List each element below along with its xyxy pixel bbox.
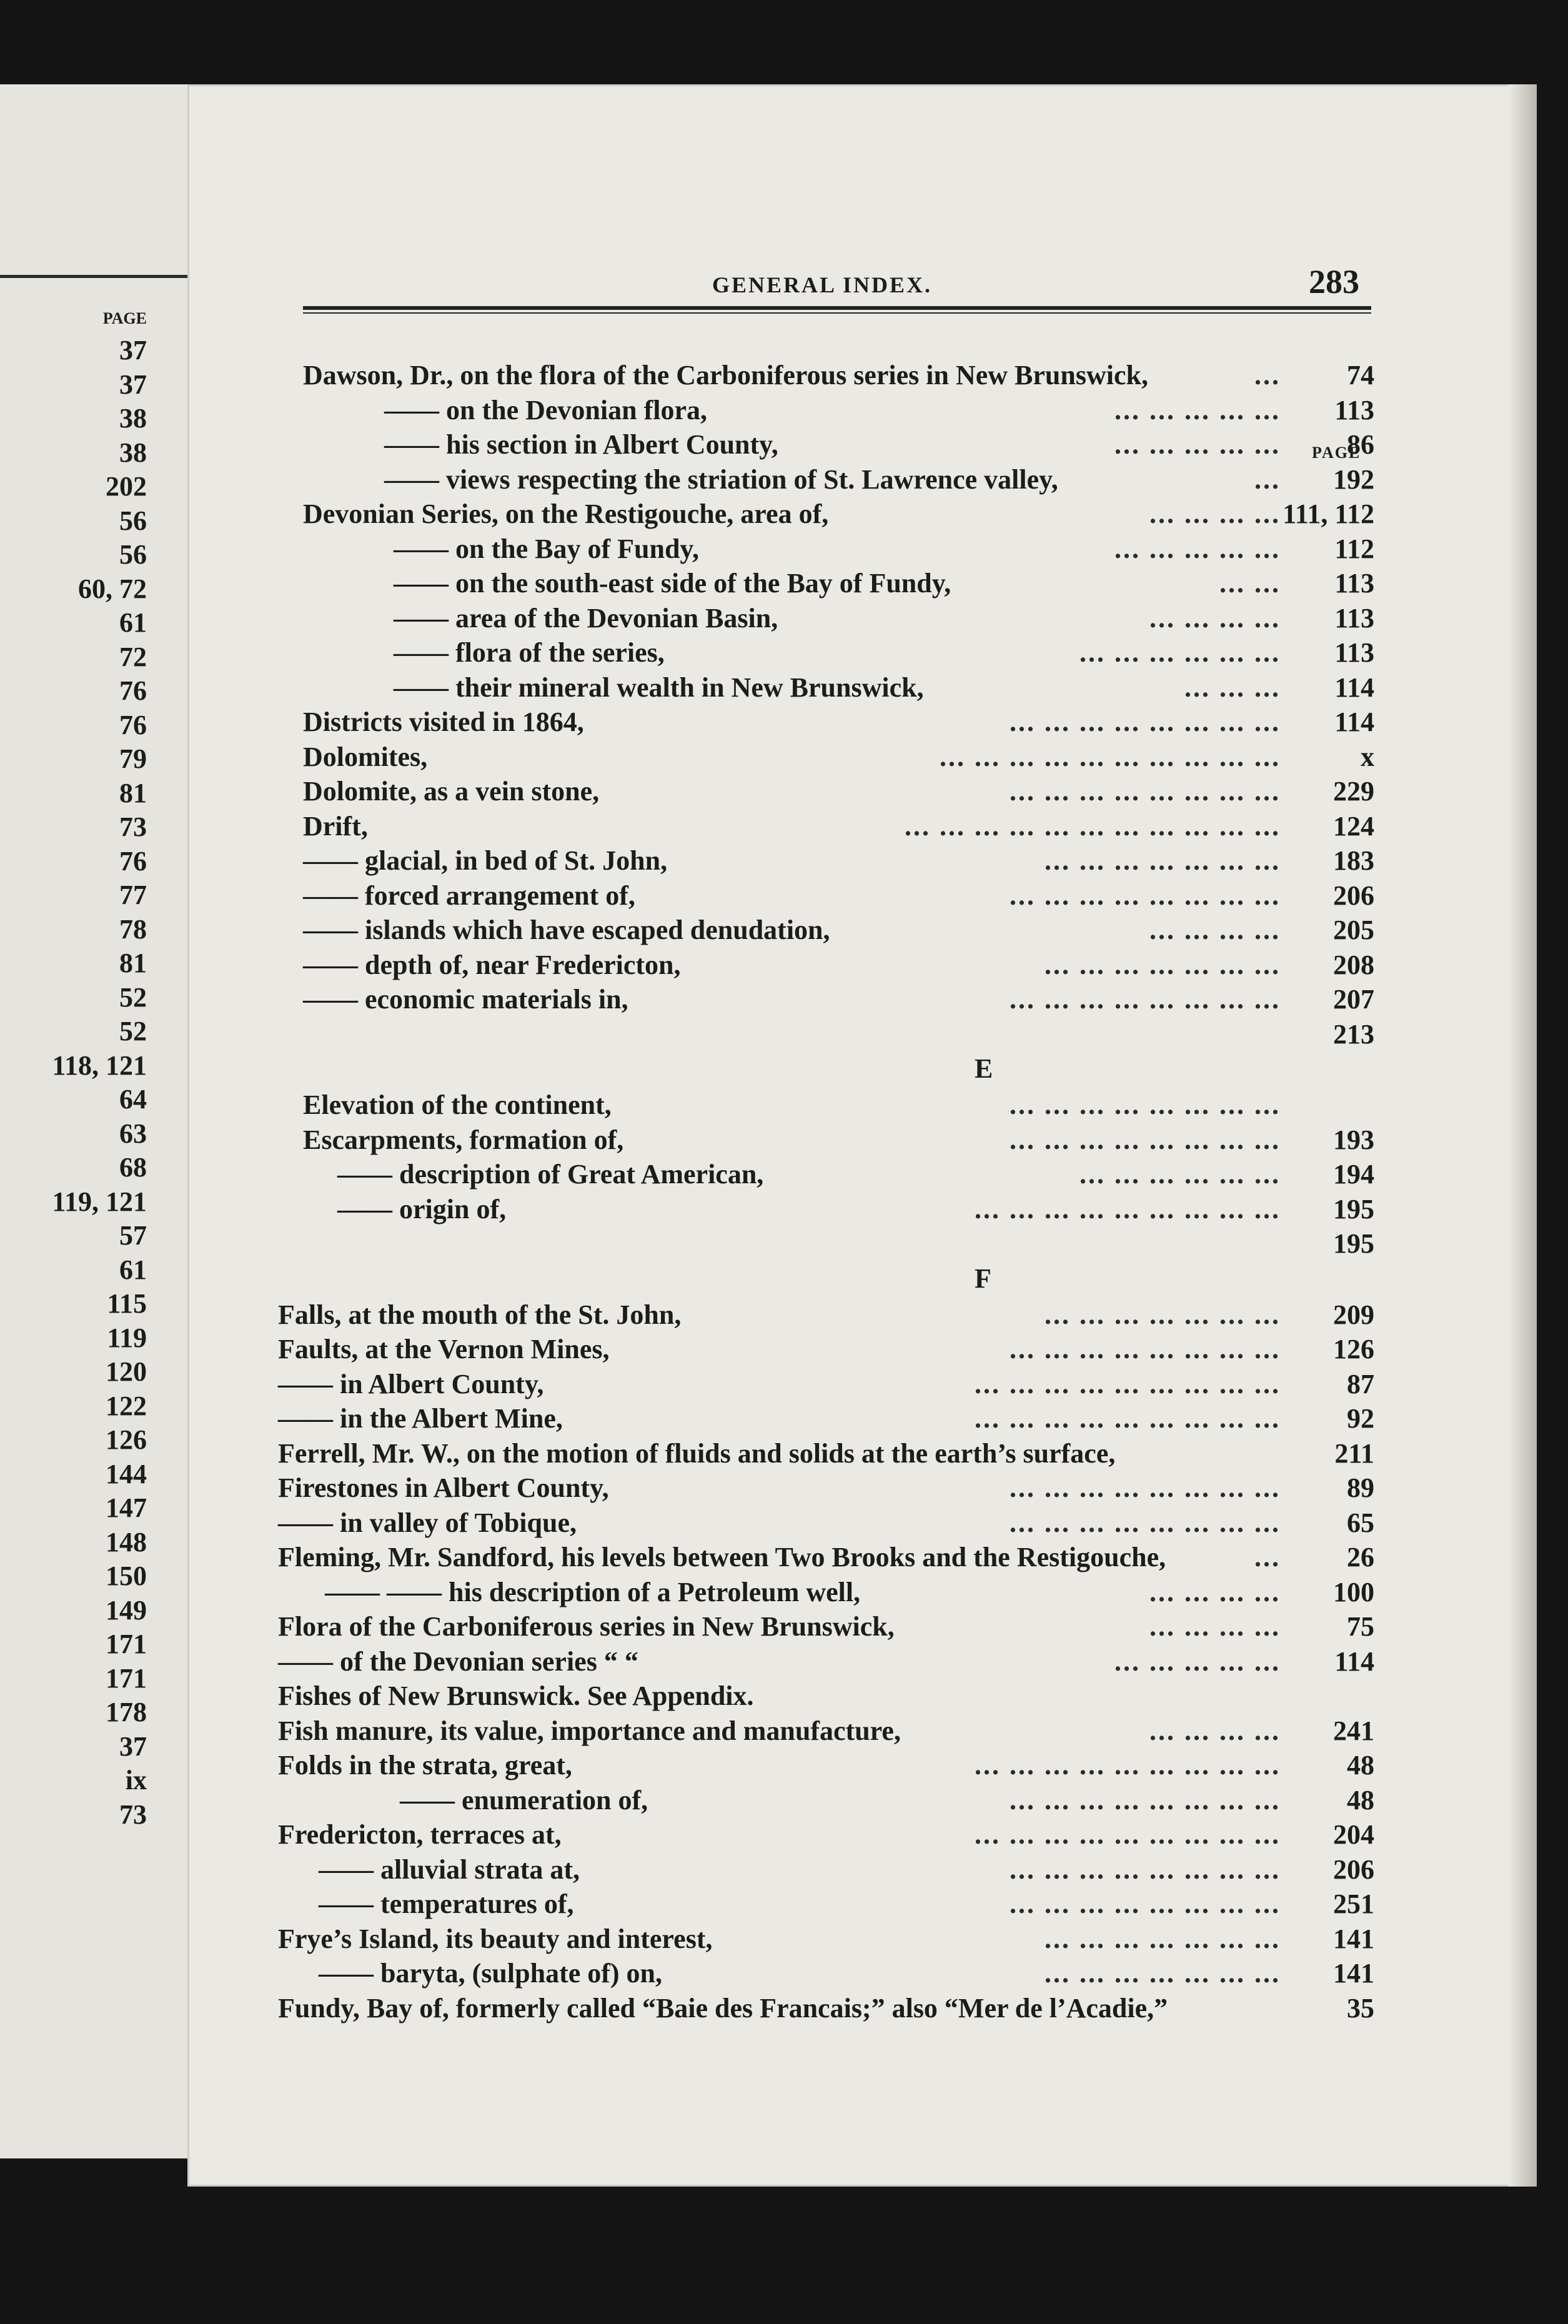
index-entry <box>187 359 1374 394</box>
entry-page-ref: 213 <box>1333 1018 1374 1050</box>
facing-page-number: 122 <box>106 1390 147 1421</box>
entry-page-ref: 206 <box>1333 1854 1374 1885</box>
entry-heading: Dolomite, as a vein stone, <box>303 776 600 807</box>
entry-leader-dots: ... ... ... ... ... ... ... <box>1045 949 1281 980</box>
entry-leader-dots: ... ... ... ... ... ... ... ... ... <box>975 1368 1281 1399</box>
facing-page-number: 77 <box>119 880 147 910</box>
facing-page-number: 171 <box>106 1629 147 1659</box>
entry-heading: Devonian Series, on the Restigouche, area of, <box>303 499 829 529</box>
index-entry <box>187 983 1374 1018</box>
entry-heading: Falls, at the mouth of the St. John, <box>278 1299 682 1330</box>
entry-heading: Elevation of the continent, <box>303 1090 612 1120</box>
entry-page-ref: 183 <box>1333 845 1374 876</box>
index-entry <box>187 1957 1374 1992</box>
index-entry <box>187 1158 1374 1193</box>
entry-page-ref: 111, 112 <box>1283 499 1374 529</box>
facing-page-number: 60, 72 <box>78 573 147 604</box>
entry-leader-dots: ... ... ... ... ... ... ... ... <box>1010 1334 1281 1364</box>
facing-page-number: 57 <box>119 1220 147 1251</box>
entry-leader-dots: ... ... ... ... <box>1149 1576 1281 1607</box>
entry-leader-dots: ... ... ... ... ... ... ... <box>1045 845 1281 876</box>
index-entry <box>187 1403 1374 1438</box>
index-entry <box>187 498 1374 533</box>
index-entry <box>187 1992 1374 2027</box>
index-entry <box>187 949 1374 984</box>
entry-heading: Fleming, Mr. Sandford, his levels between Two Brooks and the Restigouche, <box>278 1542 1166 1572</box>
entry-page-ref: 48 <box>1347 1750 1374 1780</box>
facing-page-number: 202 <box>106 471 147 502</box>
index-entry <box>187 1819 1374 1854</box>
entry-heading: Fundy, Bay of, formerly called “Baie des Francais;” also “Mer de l’Acadie,” <box>278 1992 1168 2024</box>
entry-heading: —— in Albert County, <box>278 1368 544 1399</box>
facing-page-number: 61 <box>119 607 147 638</box>
entry-page-ref: 194 <box>1333 1159 1374 1189</box>
facing-page-number: 119, 121 <box>52 1186 147 1217</box>
index-entry <box>187 706 1374 741</box>
index-entry <box>187 1749 1374 1784</box>
entry-page-ref: 75 <box>1347 1611 1374 1642</box>
entry-page-ref: 112 <box>1334 533 1374 564</box>
index-page <box>187 84 1537 2187</box>
entry-page-ref: 48 <box>1347 1784 1374 1815</box>
entry-heading: Fishes of New Brunswick. See Appendix. <box>278 1681 754 1711</box>
entry-heading: —— on the south-east side of the Bay of Fundy, <box>394 568 951 598</box>
entry-page-ref: 208 <box>1333 949 1374 980</box>
facing-page-number: 63 <box>119 1118 147 1149</box>
index-entry <box>187 1888 1374 1923</box>
entry-page-ref: 113 <box>1334 602 1374 633</box>
facing-page-number: 73 <box>119 812 147 842</box>
entry-leader-dots: ... ... ... ... ... ... ... ... ... ... <box>940 741 1281 772</box>
index-entry <box>187 1368 1374 1403</box>
entry-page-ref: 124 <box>1333 810 1374 842</box>
index-entry <box>187 1089 1374 1124</box>
index-entry <box>187 880 1374 915</box>
facing-page-number: 150 <box>106 1561 147 1591</box>
index-entry <box>187 1507 1374 1542</box>
index-entry <box>187 1333 1374 1368</box>
entry-leader-dots: ... ... ... ... ... ... ... ... ... <box>975 1403 1281 1434</box>
entry-leader-dots: ... <box>1254 464 1281 495</box>
entry-leader-dots: ... ... ... ... ... ... ... ... <box>1010 880 1281 911</box>
index-entry <box>187 1299 1374 1334</box>
entry-heading: Fredericton, terraces at, <box>278 1819 562 1850</box>
facing-page-number: 76 <box>119 709 147 740</box>
entry-leader-dots: ... ... ... ... <box>1149 915 1281 945</box>
entry-leader-dots: ... ... ... ... ... ... ... ... <box>1010 1472 1281 1503</box>
section-letter: E <box>975 1053 993 1084</box>
entry-page-ref: 113 <box>1334 394 1374 425</box>
entry-leader-dots: ... ... ... ... <box>1149 499 1281 529</box>
entry-heading: —— in valley of Tobique, <box>278 1507 577 1538</box>
entry-leader-dots: ... ... ... ... <box>1149 1611 1281 1642</box>
entry-page-ref: 241 <box>1333 1715 1374 1746</box>
entry-heading: Escarpments, formation of, <box>303 1124 624 1155</box>
index-entry <box>187 1018 1374 1053</box>
entry-heading: Faults, at the Vernon Mines, <box>278 1334 610 1364</box>
entry-heading: Ferrell, Mr. W., on the motion of fluids and solids at the earth’s surface, <box>278 1438 1116 1469</box>
entry-page-ref: 207 <box>1333 984 1374 1015</box>
entry-leader-dots: ... <box>1254 360 1281 390</box>
entry-page-ref: 65 <box>1347 1507 1374 1538</box>
entry-page-ref: 204 <box>1333 1819 1374 1850</box>
entry-leader-dots: ... ... ... ... ... <box>1114 533 1281 564</box>
facing-page-number: 118, 121 <box>52 1050 147 1081</box>
entry-leader-dots: ... ... ... ... ... ... <box>1079 637 1281 668</box>
facing-page-number: 76 <box>119 675 147 706</box>
entry-heading: —— flora of the series, <box>394 637 665 668</box>
entry-heading: —— on the Bay of Fundy, <box>394 533 699 564</box>
entry-page-ref: 87 <box>1347 1368 1374 1399</box>
entry-leader-dots: ... ... ... ... ... ... ... ... <box>1010 1889 1281 1919</box>
entry-heading: —— islands which have escaped denudation, <box>303 915 830 945</box>
entry-page-ref: 209 <box>1333 1299 1374 1330</box>
facing-page-number: 79 <box>119 743 147 774</box>
entry-page-ref: 126 <box>1333 1334 1374 1364</box>
entry-heading: Fish manure, its value, importance and manufacture, <box>278 1715 901 1746</box>
entry-heading: —— area of the Devonian Basin, <box>394 602 778 633</box>
entry-leader-dots: ... ... ... ... ... ... ... ... <box>1010 707 1281 737</box>
index-entry <box>187 533 1374 568</box>
facing-page-number: 78 <box>119 913 147 945</box>
facing-page-column-head: PAGE <box>102 309 147 327</box>
page-column-head: PAGE <box>1312 444 1361 462</box>
entry-page-ref: 113 <box>1334 637 1374 668</box>
entry-leader-dots: ... ... ... ... ... ... ... ... <box>1010 1784 1281 1815</box>
index-entry <box>187 1611 1374 1646</box>
facing-page-number: 171 <box>106 1662 147 1694</box>
index-entry <box>187 1472 1374 1507</box>
entry-heading: —— their mineral wealth in New Brunswick, <box>394 672 924 703</box>
entry-heading: —— temperatures of, <box>319 1889 574 1919</box>
entry-heading: —— views respecting the striation of St. Lawrence valley, <box>384 464 1058 495</box>
facing-page <box>0 84 212 2158</box>
entry-leader-dots: ... ... ... ... ... ... ... <box>1045 1958 1281 1989</box>
entry-leader-dots: ... <box>1254 1542 1281 1572</box>
header-rule <box>303 306 1371 314</box>
entry-page-ref: 92 <box>1347 1403 1374 1434</box>
facing-page-number: 115 <box>107 1288 147 1319</box>
entry-leader-dots: ... ... ... ... ... ... ... ... ... <box>975 1819 1281 1850</box>
section-letter: F <box>975 1263 991 1294</box>
entry-leader-dots: ... ... ... ... ... ... ... ... ... <box>975 1193 1281 1224</box>
entry-page-ref: 205 <box>1333 915 1374 945</box>
entry-heading: —— in the Albert Mine, <box>278 1403 563 1434</box>
index-entry <box>187 1228 1374 1263</box>
facing-page-number: 68 <box>119 1152 147 1183</box>
facing-page-number: 73 <box>119 1799 147 1830</box>
entry-heading: —— baryta, (sulphate of) on, <box>319 1958 663 1989</box>
index-entry <box>187 464 1374 499</box>
entry-heading: Dolomites, <box>303 741 428 772</box>
facing-page-number: 61 <box>119 1254 147 1285</box>
facing-page-number: 81 <box>119 948 147 978</box>
entry-page-ref: 74 <box>1347 360 1374 390</box>
entry-leader-dots: ... ... ... ... <box>1149 1715 1281 1746</box>
entry-leader-dots: ... ... ... ... ... ... ... ... ... ... ... <box>905 810 1281 842</box>
facing-page-number: 56 <box>119 505 147 536</box>
page-edge-shadow <box>1509 84 1537 2187</box>
facing-page-number: 119 <box>107 1322 147 1353</box>
entry-leader-dots: ... ... ... ... ... ... ... ... <box>1010 1507 1281 1538</box>
facing-page-number: 81 <box>119 777 147 808</box>
index-entry <box>187 1438 1374 1472</box>
entry-leader-dots: ... ... ... ... ... ... ... ... <box>1010 984 1281 1015</box>
index-entry <box>187 914 1374 949</box>
entry-leader-dots: ... ... ... ... ... ... ... ... <box>1010 1854 1281 1885</box>
facing-page-number: 126 <box>106 1424 147 1455</box>
index-entry <box>187 1854 1374 1889</box>
index-entry <box>187 775 1374 810</box>
entry-leader-dots: ... ... ... ... ... ... ... ... <box>1010 776 1281 807</box>
facing-page-number: 37 <box>119 335 147 365</box>
entry-page-ref: 113 <box>1334 568 1374 598</box>
entry-page-ref: 114 <box>1334 672 1374 703</box>
facing-page-number: 38 <box>119 437 147 468</box>
entry-page-ref: 26 <box>1347 1542 1374 1572</box>
entry-heading: —— his section in Albert County, <box>384 429 778 460</box>
entry-heading: —— alluvial strata at, <box>319 1854 580 1885</box>
index-entry <box>187 602 1374 637</box>
index-entry <box>187 1193 1374 1228</box>
entry-leader-dots: ... ... ... ... ... ... ... <box>1045 1299 1281 1330</box>
entry-leader-dots: ... ... ... ... <box>1149 602 1281 633</box>
entry-heading: —— description of Great American, <box>337 1159 764 1189</box>
facing-page-number: 52 <box>119 1016 147 1046</box>
entry-leader-dots: ... ... ... ... ... ... ... ... <box>1010 1124 1281 1155</box>
entry-heading: —— economic materials in, <box>303 984 628 1015</box>
index-entry <box>187 1576 1374 1611</box>
entry-page-ref: 114 <box>1334 707 1374 737</box>
index-entry <box>187 1715 1374 1750</box>
index-entry <box>187 429 1374 464</box>
index-entry <box>187 741 1374 776</box>
entry-heading: —— depth of, near Fredericton, <box>303 949 681 980</box>
entry-leader-dots: ... ... <box>1219 568 1281 598</box>
facing-page-number: 120 <box>106 1356 147 1387</box>
facing-page-number: ix <box>125 1765 147 1795</box>
entry-heading: Folds in the strata, great, <box>278 1750 572 1780</box>
entry-heading: Districts visited in 1864, <box>303 707 584 737</box>
index-entry <box>187 567 1374 602</box>
entry-page-ref: 86 <box>1347 429 1374 460</box>
entry-heading: —— glacial, in bed of St. John, <box>303 845 668 876</box>
entry-page-ref: 251 <box>1333 1889 1374 1919</box>
index-entry <box>187 672 1374 707</box>
index-entry <box>187 810 1374 845</box>
entry-leader-dots: ... ... ... ... ... <box>1114 394 1281 425</box>
index-entry <box>187 1784 1374 1819</box>
facing-page-number: 178 <box>106 1697 147 1727</box>
entry-leader-dots: ... ... ... ... ... <box>1114 429 1281 460</box>
facing-page-number: 37 <box>119 369 147 400</box>
entry-leader-dots: ... ... ... ... ... ... <box>1079 1159 1281 1189</box>
index-entry <box>187 637 1374 672</box>
entry-heading: Dawson, Dr., on the flora of the Carboniferous series in New Brunswick, <box>303 360 1148 390</box>
facing-page-rule <box>0 275 187 278</box>
page-number: 283 <box>1309 263 1359 300</box>
entry-page-ref: 192 <box>1333 464 1374 495</box>
facing-page-number: 147 <box>106 1492 147 1523</box>
entry-heading: —— —— his description of a Petroleum well, <box>325 1576 861 1607</box>
entry-page-ref: 229 <box>1333 776 1374 807</box>
facing-page-number: 64 <box>119 1084 147 1115</box>
entry-heading: Flora of the Carboniferous series in New Brunswick, <box>278 1611 895 1642</box>
entry-heading: —— on the Devonian flora, <box>384 394 707 425</box>
facing-page-number: 148 <box>106 1526 147 1557</box>
entry-page-ref: 35 <box>1347 1992 1374 2024</box>
entry-heading: —— origin of, <box>337 1193 507 1224</box>
index-entry <box>187 1680 1374 1715</box>
entry-page-ref: 114 <box>1334 1646 1374 1677</box>
entry-leader-dots: ... ... ... ... ... ... ... ... <box>1010 1090 1281 1120</box>
entry-heading: —— forced arrangement of, <box>303 880 635 911</box>
entry-page-ref: 211 <box>1334 1438 1374 1469</box>
entry-page-ref: 195 <box>1333 1193 1374 1224</box>
entry-page-ref: 89 <box>1347 1472 1374 1503</box>
entry-leader-dots: ... ... ... ... ... ... ... <box>1045 1923 1281 1954</box>
facing-page-number: 56 <box>119 539 147 570</box>
index-entry <box>187 845 1374 880</box>
entry-page-ref: x <box>1361 741 1374 772</box>
running-title: GENERAL INDEX. <box>712 272 933 297</box>
facing-page-number: 38 <box>119 403 147 434</box>
entry-page-ref: 141 <box>1333 1958 1374 1989</box>
entry-heading: Drift, <box>303 810 368 842</box>
entry-page-ref: 100 <box>1333 1576 1374 1607</box>
entry-page-ref: 141 <box>1333 1923 1374 1954</box>
entry-heading: —— enumeration of, <box>400 1784 648 1815</box>
facing-page-number: 72 <box>119 641 147 672</box>
index-entry <box>187 1923 1374 1958</box>
facing-page-number: 149 <box>106 1594 147 1626</box>
index-entry <box>187 1541 1374 1576</box>
entry-heading: —— of the Devonian series “ “ <box>278 1646 638 1677</box>
entry-leader-dots: ... ... ... ... ... ... ... ... ... <box>975 1750 1281 1780</box>
facing-page-number: 37 <box>119 1731 147 1762</box>
entry-heading: Firestones in Albert County, <box>278 1472 609 1503</box>
entry-leader-dots: ... ... ... ... ... <box>1114 1646 1281 1677</box>
entry-page-ref: 193 <box>1333 1124 1374 1155</box>
facing-page-number: 76 <box>119 845 147 876</box>
index-entry <box>187 1646 1374 1681</box>
index-entry <box>187 1124 1374 1159</box>
entry-leader-dots: ... ... ... <box>1184 672 1281 703</box>
entry-page-ref: 195 <box>1333 1228 1374 1259</box>
facing-page-number: 52 <box>119 981 147 1013</box>
index-entry <box>187 394 1374 429</box>
facing-page-number: 144 <box>106 1458 147 1489</box>
entry-page-ref: 206 <box>1333 880 1374 911</box>
entry-heading: Frye’s Island, its beauty and interest, <box>278 1923 713 1954</box>
